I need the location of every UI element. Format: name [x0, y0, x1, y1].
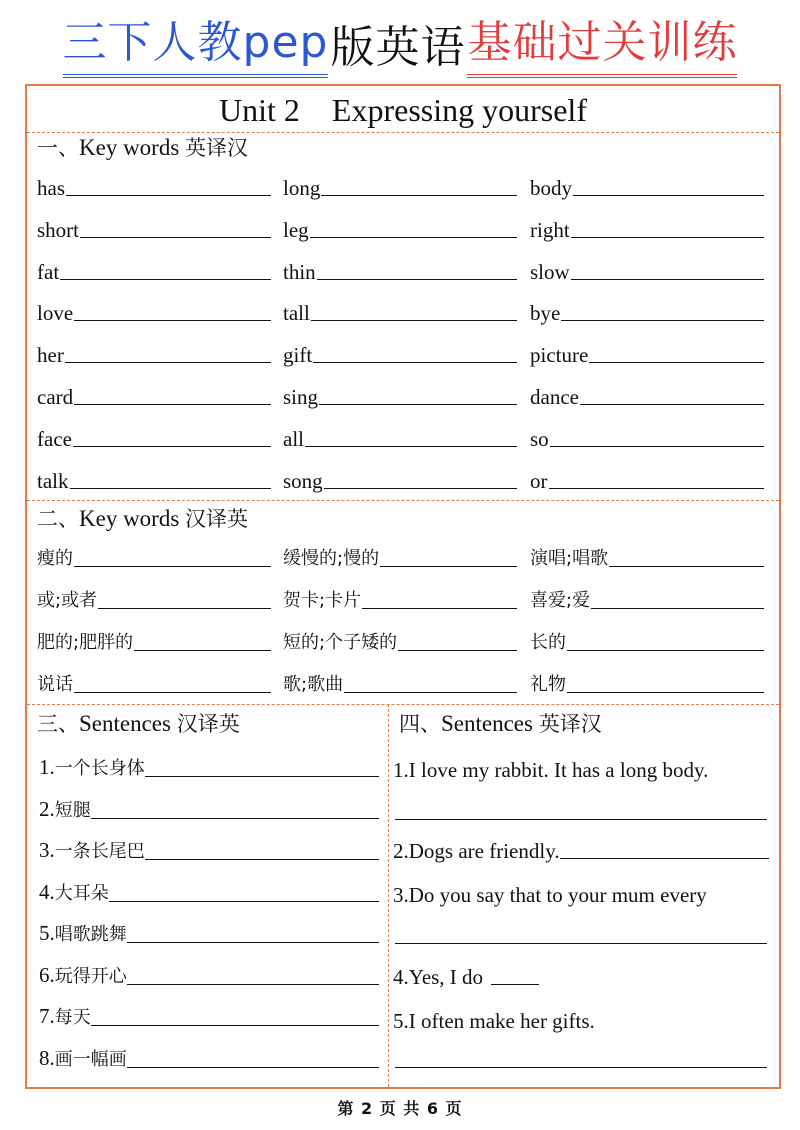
answer-line[interactable]	[571, 237, 764, 238]
answer-line[interactable]	[589, 362, 764, 363]
word-item	[37, 380, 271, 410]
word-item	[283, 296, 517, 326]
sentence-text	[39, 1003, 91, 1031]
section3-title-en: Sentences	[79, 711, 177, 736]
answer-line[interactable]	[70, 488, 272, 489]
word-item	[37, 296, 271, 326]
word-label: 肥的;肥胖的	[37, 632, 134, 653]
answer-line[interactable]	[398, 650, 517, 651]
word-label: 说话	[37, 674, 73, 695]
header-title-blue: 三下人教pep	[63, 13, 329, 78]
word-row	[37, 171, 767, 201]
word-item	[530, 380, 764, 410]
word-label: 喜爱;爱	[530, 590, 591, 611]
sentence-item	[39, 916, 379, 948]
answer-line[interactable]	[317, 279, 517, 280]
word-label: 贺卡;卡片	[283, 590, 362, 611]
answer-line[interactable]	[491, 984, 539, 985]
section1-title-cn: 英译汉	[185, 136, 249, 160]
section2-title-en: Key words	[79, 506, 186, 531]
answer-line[interactable]	[395, 819, 767, 820]
section4-title-en: Sentences	[441, 711, 539, 736]
word-row	[37, 296, 767, 326]
word-item	[283, 213, 517, 243]
section2-title-cn: 汉译英	[185, 507, 249, 531]
word-row	[37, 422, 767, 452]
sentence-cn: 一条长尾巴	[54, 841, 145, 862]
sentence-cn: 画一幅画	[54, 1048, 127, 1070]
answer-line[interactable]	[145, 859, 379, 860]
answer-line[interactable]	[321, 195, 517, 196]
vertical-divider	[388, 704, 389, 1087]
word-item	[530, 464, 764, 494]
sentence-number: 6.	[39, 962, 55, 987]
answer-line[interactable]	[66, 195, 271, 196]
sentence-cn: 一个长身体	[54, 758, 145, 779]
word-row	[37, 626, 767, 656]
word-label: card	[37, 385, 74, 409]
sentence-cn: 大耳朵	[54, 882, 109, 904]
sentence-text	[39, 920, 127, 948]
worksheet-box	[25, 84, 781, 1089]
word-row	[37, 584, 767, 614]
answer-line[interactable]	[567, 650, 764, 651]
answer-line[interactable]	[109, 901, 379, 902]
sentence-item	[39, 750, 379, 782]
answer-line[interactable]	[134, 650, 271, 651]
answer-line[interactable]	[73, 446, 271, 447]
word-item	[530, 338, 764, 368]
word-item	[530, 296, 764, 326]
word-row	[37, 255, 767, 285]
word-label: song	[283, 468, 323, 493]
word-label: body	[530, 176, 572, 200]
answer-line[interactable]	[573, 195, 764, 196]
word-label: right	[530, 217, 570, 242]
answer-line[interactable]	[80, 237, 271, 238]
answer-line[interactable]	[127, 1067, 379, 1068]
sentence-text	[39, 1045, 127, 1073]
answer-line[interactable]	[344, 692, 517, 693]
word-item	[530, 668, 764, 698]
word-label: all	[283, 426, 304, 451]
sentence-item	[39, 1041, 379, 1073]
answer-line[interactable]	[395, 943, 767, 944]
sentence-cn: 短腿	[54, 799, 91, 821]
word-label: has	[37, 176, 65, 200]
word-item	[37, 213, 271, 243]
answer-line[interactable]	[380, 566, 517, 567]
answer-line[interactable]	[319, 404, 517, 405]
section4-prefix: 四、	[399, 712, 441, 736]
sentence-number: 5.	[39, 921, 55, 945]
word-label: so	[530, 426, 549, 451]
word-item	[283, 171, 517, 201]
unit-title: Unit 2 Expressing yourself	[219, 92, 587, 128]
word-item	[530, 213, 764, 243]
answer-line[interactable]	[305, 446, 517, 447]
answer-line[interactable]	[127, 942, 379, 943]
word-item	[37, 626, 271, 656]
word-item	[283, 338, 517, 368]
word-item	[37, 668, 271, 698]
answer-line[interactable]	[561, 320, 764, 321]
sentence-number: 3.	[39, 838, 55, 862]
sentence-number: 1.	[39, 755, 55, 779]
word-label: 或;或者	[37, 590, 98, 611]
sentence-cn: 玩得开心	[54, 965, 127, 987]
word-row	[37, 464, 767, 494]
word-label: long	[283, 176, 321, 200]
answer-line[interactable]	[145, 776, 379, 777]
sentence-text: 2.Dogs are friendly.	[393, 839, 560, 863]
answer-line[interactable]	[74, 404, 271, 405]
answer-line[interactable]	[74, 692, 271, 693]
word-item	[530, 422, 764, 452]
section1-title-en: Key words	[79, 135, 186, 160]
answer-line[interactable]	[91, 818, 379, 819]
word-item	[37, 171, 271, 201]
word-item	[283, 464, 517, 494]
word-label: picture	[530, 343, 589, 368]
answer-line[interactable]	[74, 320, 271, 321]
section1-title	[37, 133, 248, 163]
answer-line[interactable]	[60, 279, 271, 280]
page-footer: 第 2 页 共 6 页	[337, 1099, 463, 1118]
section4-title-cn: 英译汉	[538, 712, 602, 736]
sentence-item	[39, 792, 379, 824]
answer-line[interactable]	[127, 984, 379, 985]
word-label: 瘦的	[37, 548, 73, 569]
word-label: 礼物	[530, 674, 566, 695]
answer-line[interactable]	[313, 362, 517, 363]
word-label: face	[37, 426, 72, 451]
sentence-text	[39, 879, 109, 907]
section4-title	[399, 709, 602, 739]
answer-line[interactable]	[591, 608, 764, 609]
word-item	[283, 584, 517, 614]
word-label: slow	[530, 259, 570, 284]
sentence-number: 7.	[39, 1004, 55, 1028]
word-item	[37, 542, 271, 572]
answer-line[interactable]	[550, 446, 764, 447]
answer-line[interactable]	[549, 488, 765, 489]
word-label: talk	[37, 468, 69, 493]
word-item	[283, 542, 517, 572]
word-item	[530, 626, 764, 656]
word-item	[37, 255, 271, 285]
section2-title	[37, 504, 248, 534]
sentence-text	[39, 796, 91, 824]
answer-line[interactable]	[98, 608, 271, 609]
answer-line[interactable]	[311, 320, 517, 321]
answer-line[interactable]	[324, 488, 517, 489]
word-label: bye	[530, 301, 561, 326]
sentence-text	[39, 837, 145, 865]
word-label: 缓慢的;慢的	[283, 548, 380, 569]
word-item	[37, 464, 271, 494]
section3-title	[37, 709, 240, 739]
answer-line[interactable]	[395, 1067, 767, 1068]
word-item	[37, 584, 271, 614]
sentence-4-5	[393, 1002, 769, 1034]
divider	[27, 500, 779, 501]
sentence-4-2	[393, 832, 769, 864]
section3-prefix: 三、	[37, 712, 79, 736]
section3-title-cn: 汉译英	[176, 712, 240, 736]
sentence-text: 5.I often make her gifts.	[393, 1009, 595, 1033]
word-label: fat	[37, 259, 60, 284]
word-label: dance	[530, 385, 579, 409]
word-row	[37, 668, 767, 698]
sentence-cn: 每天	[54, 1007, 91, 1028]
sentence-text	[39, 754, 145, 782]
word-label: love	[37, 301, 74, 326]
word-item	[530, 255, 764, 285]
answer-line[interactable]	[310, 237, 517, 238]
sentence-item	[39, 999, 379, 1031]
answer-line[interactable]	[74, 566, 271, 567]
word-item	[283, 422, 517, 452]
word-row	[37, 213, 767, 243]
sentence-cn: 唱歌跳舞	[54, 924, 127, 945]
sentence-text: 4.Yes, I do	[393, 965, 484, 989]
sentence-4-1	[393, 751, 769, 783]
word-label: thin	[283, 259, 316, 284]
section2-prefix: 二、	[37, 507, 79, 531]
header-title-black: 版英语	[330, 22, 466, 73]
word-label: 歌;歌曲	[283, 674, 344, 695]
word-label: leg	[283, 217, 309, 242]
divider	[27, 704, 779, 705]
answer-line[interactable]	[65, 362, 271, 363]
word-label: or	[530, 468, 548, 493]
word-label: 演唱;唱歌	[530, 548, 609, 569]
word-label: her	[37, 343, 64, 368]
sentence-item	[39, 875, 379, 907]
word-item	[283, 668, 517, 698]
word-label: 长的	[530, 632, 566, 653]
worksheet-header	[0, 0, 800, 78]
word-item	[37, 338, 271, 368]
word-label: short	[37, 217, 79, 242]
word-row	[37, 338, 767, 368]
word-label: gift	[283, 343, 313, 368]
answer-line[interactable]	[91, 1025, 379, 1026]
word-label: sing	[283, 385, 319, 409]
section1-prefix: 一、	[37, 136, 79, 160]
word-item	[283, 255, 517, 285]
sentence-number: 2.	[39, 796, 55, 821]
sentence-4-3	[393, 876, 769, 908]
word-item	[37, 422, 271, 452]
header-title-red: 基础过关训练	[467, 13, 737, 78]
answer-line[interactable]	[560, 858, 769, 859]
sentence-text: 1.I love my rabbit. It has a long body.	[393, 758, 709, 782]
sentence-text	[39, 962, 127, 990]
word-item	[530, 171, 764, 201]
word-row	[37, 542, 767, 572]
sentence-item	[39, 833, 379, 865]
answer-line[interactable]	[580, 404, 764, 405]
sentence-number: 8.	[39, 1045, 55, 1070]
word-label: 短的;个子矮的	[283, 632, 398, 653]
word-item	[283, 380, 517, 410]
word-label: tall	[283, 301, 310, 326]
sentence-number: 4.	[39, 879, 55, 904]
sentence-text: 3.Do you say that to your mum every	[393, 883, 707, 907]
word-item	[530, 584, 764, 614]
sentence-4-4	[393, 958, 769, 990]
word-row	[37, 380, 767, 410]
word-item	[530, 542, 764, 572]
answer-line[interactable]	[609, 566, 764, 567]
answer-line[interactable]	[567, 692, 764, 693]
sentence-item	[39, 958, 379, 990]
answer-line[interactable]	[571, 279, 764, 280]
answer-line[interactable]	[362, 608, 517, 609]
word-item	[283, 626, 517, 656]
